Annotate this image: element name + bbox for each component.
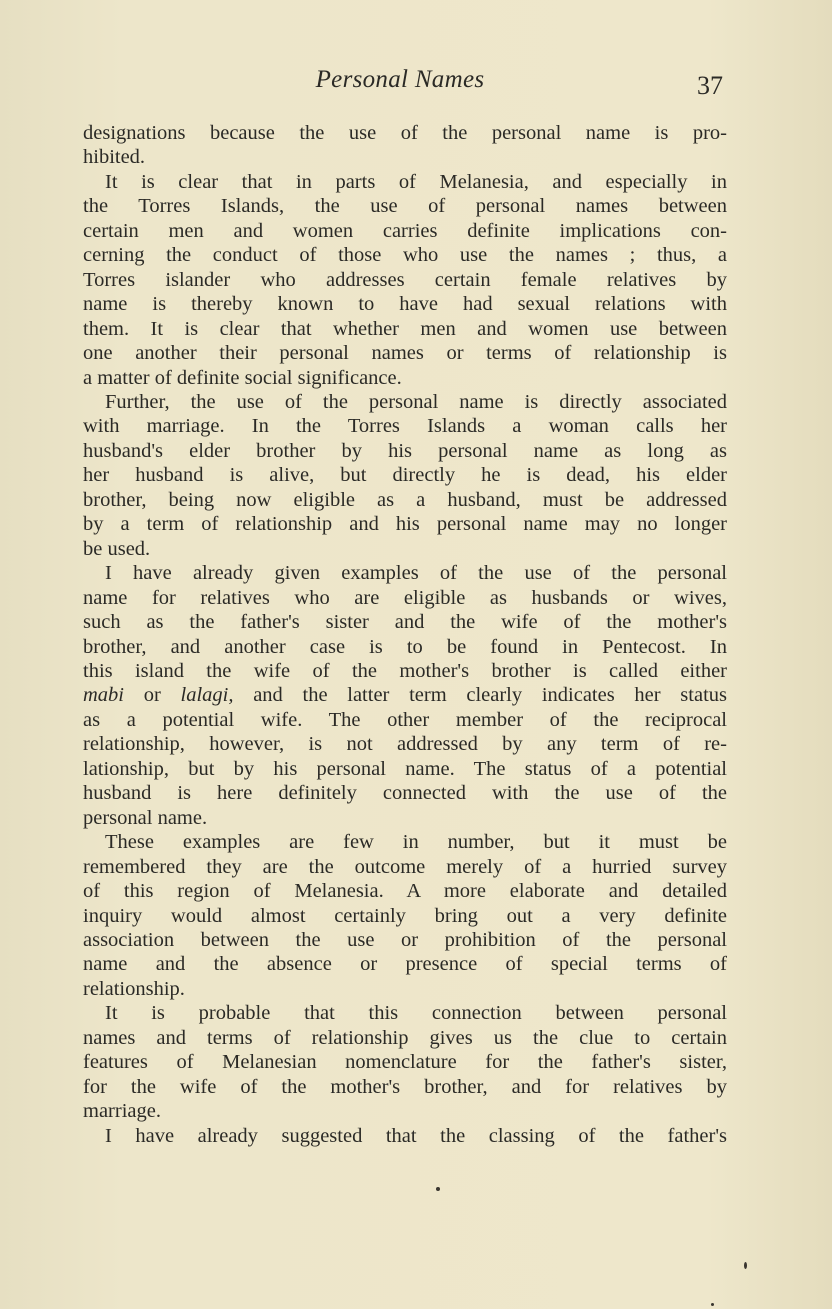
- text-line: for the wife of the mother's brother, and for relatives by: [83, 1075, 727, 1098]
- text-line: brother, and another case is to be found in Pentecost. In: [83, 635, 727, 658]
- text-line: a matter of definite social significance.: [83, 366, 402, 389]
- running-header-title: Personal Names: [315, 66, 485, 93]
- text-line: by a term of relationship and his personal name may no longer: [83, 513, 727, 536]
- page-number: 37: [697, 71, 723, 100]
- text-line: certain men and women carries definite implications con-: [83, 219, 727, 242]
- text-line: Further, the use of the personal name is directly associated: [105, 390, 727, 413]
- text-line: remembered they are the outcome merely of a hurried survey: [83, 855, 727, 878]
- ink-speck: [744, 1262, 747, 1269]
- text-line: [83, 683, 727, 707]
- ink-speck: [436, 1187, 440, 1191]
- text-line: name for relatives who are eligible as husbands or wives,: [83, 586, 727, 609]
- text-line: name is thereby known to have had sexual relations with: [83, 293, 727, 316]
- text-line: such as the father's sister and the wife of the mother's: [83, 611, 727, 634]
- text-line: the Torres Islands, the use of personal names between: [83, 195, 727, 218]
- text-line: marriage.: [83, 1100, 161, 1123]
- text-line: husband is here definitely connected with the use of the: [83, 782, 727, 805]
- text-line: names and terms of relationship gives us the clue to certain: [83, 1026, 727, 1049]
- text-line: personal name.: [83, 806, 208, 829]
- text-line: designations because the use of the personal name is pro-: [83, 122, 727, 144]
- text-line: relationship, however, is not addressed by any term of re-: [83, 733, 727, 756]
- text-line: I have already suggested that the classing of the father's: [105, 1124, 727, 1147]
- text-line: It is clear that in parts of Melanesia, and especially in: [105, 170, 727, 193]
- text-line: I have already given examples of the use of the personal: [105, 562, 727, 585]
- text-line: cerning the conduct of those who use the names ; thus, a: [83, 244, 727, 267]
- text-line: lationship, but by his personal name. The status of a potential: [83, 757, 727, 780]
- text-line: It is probable that this connection between personal: [105, 1002, 727, 1025]
- text-line: inquiry would almost certainly bring out a very definite: [83, 904, 727, 927]
- text-line: them. It is clear that whether men and women use between: [83, 317, 727, 340]
- text-line: brother, being now eligible as a husband, must be addressed: [83, 488, 727, 511]
- text-segment: and the latter term clearly indicates her status: [233, 684, 728, 707]
- text-line: with marriage. In the Torres Islands a woman calls her: [83, 415, 727, 438]
- text-line: this island the wife of the mother's brother is called either: [83, 659, 727, 682]
- text-line: one another their personal names or terms of relationship is: [83, 342, 727, 365]
- text-line: her husband is alive, but directly he is dead, his elder: [83, 464, 727, 487]
- body-text: [83, 121, 727, 1148]
- text-segment: or: [124, 684, 181, 707]
- ink-speck: [711, 1303, 714, 1306]
- text-line: features of Melanesian nomenclature for the father's sister,: [83, 1051, 727, 1074]
- italic-term: mabi: [83, 684, 124, 707]
- text-line: name and the absence or presence of special terms of: [83, 953, 727, 976]
- text-line: of this region of Melanesia. A more elaborate and detailed: [83, 880, 727, 903]
- italic-term: lalagi,: [180, 684, 234, 707]
- text-line: relationship.: [83, 977, 185, 1000]
- text-line: as a potential wife. The other member of the reciprocal: [83, 708, 727, 731]
- text-line: association between the use or prohibition of the personal: [83, 928, 727, 951]
- text-line: hibited.: [83, 146, 146, 169]
- text-line: These examples are few in number, but it must be: [105, 831, 727, 854]
- text-line: husband's elder brother by his personal name as long as: [83, 439, 727, 462]
- text-line: Torres islander who addresses certain female relatives by: [83, 268, 727, 291]
- text-line: be used.: [83, 537, 151, 560]
